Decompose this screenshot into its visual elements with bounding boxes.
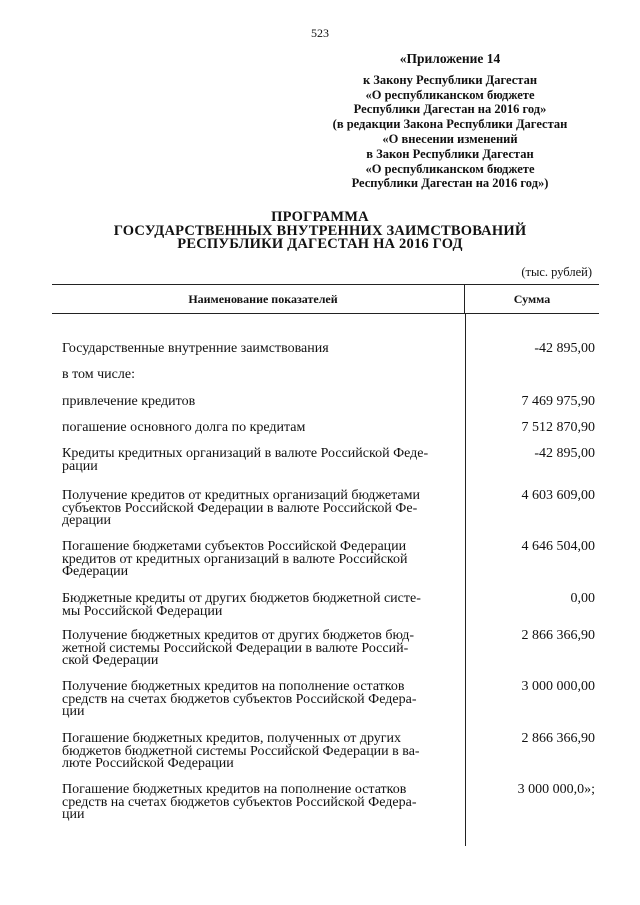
row-name-line: Федерации <box>62 564 129 580</box>
header-name: Наименование показателей <box>52 285 465 313</box>
appendix-line: «О республиканском бюджете <box>365 161 535 176</box>
row-value: 4 646 504,00 <box>521 539 595 554</box>
table-row <box>52 541 599 579</box>
table-row <box>52 490 599 528</box>
row-value: 0,00 <box>570 591 595 606</box>
row-value: -42 895,00 <box>534 341 595 356</box>
table-header <box>52 284 599 314</box>
table-row <box>52 630 599 668</box>
row-name-line: ской Федерации <box>62 653 159 669</box>
row-value: -42 895,00 <box>534 446 595 461</box>
borrowing-table <box>52 284 599 823</box>
row-name-line: Получение бюджетных кредитов на пополнение остатков <box>62 679 405 694</box>
row-name-line: рации <box>62 458 98 474</box>
program-title-line: ГОСУДАРСТВЕННЫХ ВНУТРЕННИХ ЗАИМСТВОВАНИЙ <box>113 222 527 239</box>
row-name <box>52 422 465 435</box>
row-value: 3 000 000,0»; <box>517 782 595 797</box>
row-name <box>52 784 465 822</box>
appendix-header <box>330 52 570 191</box>
row-name-line: привлечение кредитов <box>62 394 196 409</box>
appendix-line: в Закон Республики Дагестан <box>366 146 534 161</box>
row-name-line: субъектов Российской Федерации в валюте Российской Фе- <box>62 500 418 516</box>
appendix-line: «О республиканском бюджете <box>365 87 535 102</box>
row-value: 7 512 870,90 <box>521 420 595 435</box>
row-value: 3 000 000,00 <box>521 679 595 694</box>
program-title-line: РЕСПУБЛИКИ ДАГЕСТАН НА 2016 ГОД <box>177 236 463 252</box>
appendix-line: (в редакции Закона Республики Дагестан <box>332 117 568 132</box>
program-title-line: ПРОГРАММА <box>271 209 369 225</box>
row-name-line: ции <box>62 807 85 823</box>
appendix-line: Республики Дагестан на 2016 год») <box>351 176 549 191</box>
table-row <box>52 593 599 618</box>
row-name-line: ции <box>62 704 85 720</box>
row-name-line: Погашение бюджетных кредитов, полученных от других <box>62 731 402 746</box>
row-name <box>52 343 465 356</box>
row-name-line: дерации <box>62 513 112 529</box>
row-value: 2 866 366,90 <box>521 628 595 643</box>
table-row <box>52 369 599 382</box>
row-value <box>465 369 599 382</box>
row-name <box>52 733 465 771</box>
table-row <box>52 343 599 356</box>
appendix-title: «Приложение 14 <box>399 51 501 66</box>
table-row <box>52 422 599 435</box>
header-sum: Сумма <box>513 291 551 306</box>
table-row <box>52 733 599 771</box>
row-name-line: средств на счетах бюджетов субъектов Российской Федера- <box>62 794 417 810</box>
row-name-line: люте Российской Федерации <box>62 756 234 772</box>
row-name-line: Погашение бюджетами субъектов Российской Федерации <box>62 539 407 554</box>
row-value: 2 866 366,90 <box>521 731 595 746</box>
row-name-line: Кредиты кредитных организаций в валюте Российской Феде- <box>62 446 429 461</box>
row-value: 4 603 609,00 <box>521 488 595 503</box>
appendix-line: Республики Дагестан на 2016 год» <box>353 102 547 117</box>
appendix-line: к Закону Республики Дагестан <box>362 72 538 87</box>
row-name-line: в том числе: <box>62 367 135 382</box>
row-name-line: Бюджетные кредиты от других бюджетов бюджетной систе- <box>62 591 421 606</box>
row-name-line: Погашение бюджетных кредитов на пополнение остатков <box>62 782 407 797</box>
row-name <box>52 541 465 579</box>
table-row <box>52 396 599 409</box>
row-name <box>52 593 465 618</box>
row-name-line: кредитов от кредитных организаций в валюте Российской <box>62 551 408 567</box>
row-name <box>52 490 465 528</box>
page-number: 523 <box>311 26 329 40</box>
table-row <box>52 448 599 473</box>
row-name <box>52 448 465 473</box>
row-name-line: Государственные внутренние заимствования <box>62 341 329 356</box>
table-row <box>52 681 599 719</box>
units-note: (тыс. рублей) <box>521 265 592 279</box>
row-name <box>52 630 465 668</box>
row-name-line: погашение основного долга по кредитам <box>62 420 306 435</box>
row-name-line: Получение кредитов от кредитных организаций бюджетами <box>62 488 420 503</box>
table-row <box>52 784 599 822</box>
row-name-line: Получение бюджетных кредитов от других бюджетов бюд- <box>62 628 415 643</box>
appendix-line: «О внесении изменений <box>382 131 518 146</box>
row-name-line: средств на счетах бюджетов субъектов Российской Федера- <box>62 691 417 707</box>
row-name <box>52 369 465 382</box>
row-name-line: мы Российской Федерации <box>62 603 223 619</box>
program-title <box>0 211 640 252</box>
row-name-line: бюджетов бюджетной системы Российской Федерации в ва- <box>62 743 420 759</box>
row-name <box>52 681 465 719</box>
row-value: 7 469 975,90 <box>521 394 595 409</box>
row-name <box>52 396 465 409</box>
row-name-line: жетной системы Российской Федерации в валюте Россий- <box>62 640 409 656</box>
